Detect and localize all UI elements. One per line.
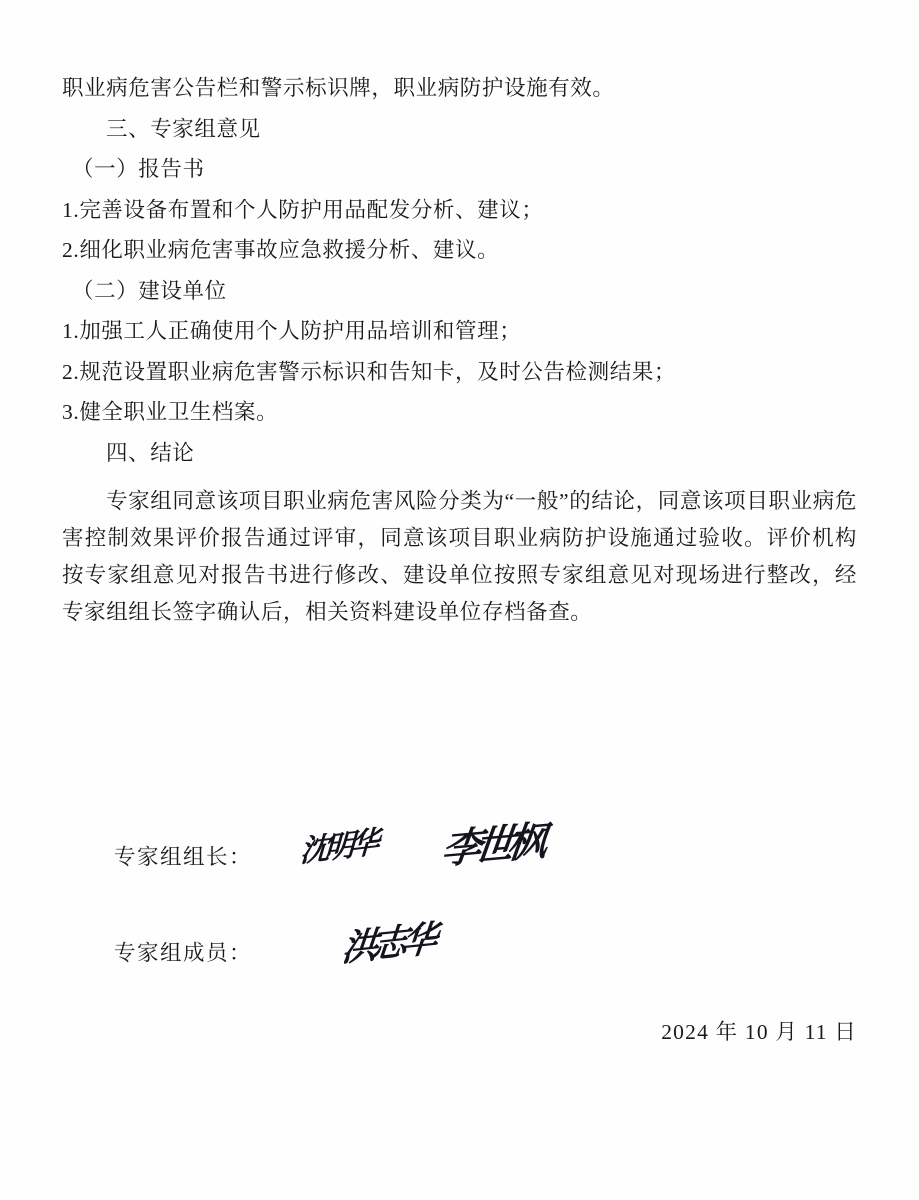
leader-signature-mark-2: 李世枫 — [438, 818, 544, 874]
sub-one-item-1: 1.完善设备布置和个人防护用品配发分析、建议； — [62, 197, 544, 222]
continued-paragraph: 职业病危害公告栏和警示标识牌，职业病防护设施有效。 — [62, 76, 615, 100]
subsection-heading-two: （二）建设单位 — [72, 278, 227, 303]
conclusion-paragraph: 专家组同意该项目职业病危害风险分类为“一般”的结论，同意该项目职业病危害控制效果评价报告通过评审，同意该项目职业病防护设施通过验收。评价机构按专家组意见对报告书进行修改、建设单位按照专家组意见对现场进行整改，经专家组组长签字确认后，相关资料建设单位存档备查。 — [62, 489, 857, 624]
member-label: 专家组成员： — [114, 941, 253, 965]
document-date: 2024 年 10 月 11 日 — [661, 1020, 857, 1044]
sub-one-item-2: 2.细化职业病危害事故应急救援分析、建议。 — [62, 238, 500, 262]
signature-area — [62, 820, 857, 1012]
section-heading-four: 四、结论 — [106, 440, 195, 465]
leader-signature-mark-1: 沈明华 — [299, 825, 376, 870]
signature-row-leader — [62, 820, 857, 916]
member-signature-mark-1: 洪志华 — [339, 919, 434, 971]
sub-two-item-3: 3.健全职业卫生档案。 — [62, 400, 279, 424]
sub-two-item-2: 2.规范设置职业病危害警示标识和告知卡，及时公告检测结果； — [62, 359, 677, 384]
sub-two-item-1: 1.加强工人正确使用个人防护用品培训和管理； — [62, 319, 522, 343]
signature-row-member — [62, 916, 857, 1012]
leader-label: 专家组组长： — [114, 845, 253, 869]
section-heading-three: 三、专家组意见 — [106, 116, 261, 141]
document-body — [62, 78, 857, 631]
subsection-heading-one: （一）报告书 — [72, 157, 205, 181]
